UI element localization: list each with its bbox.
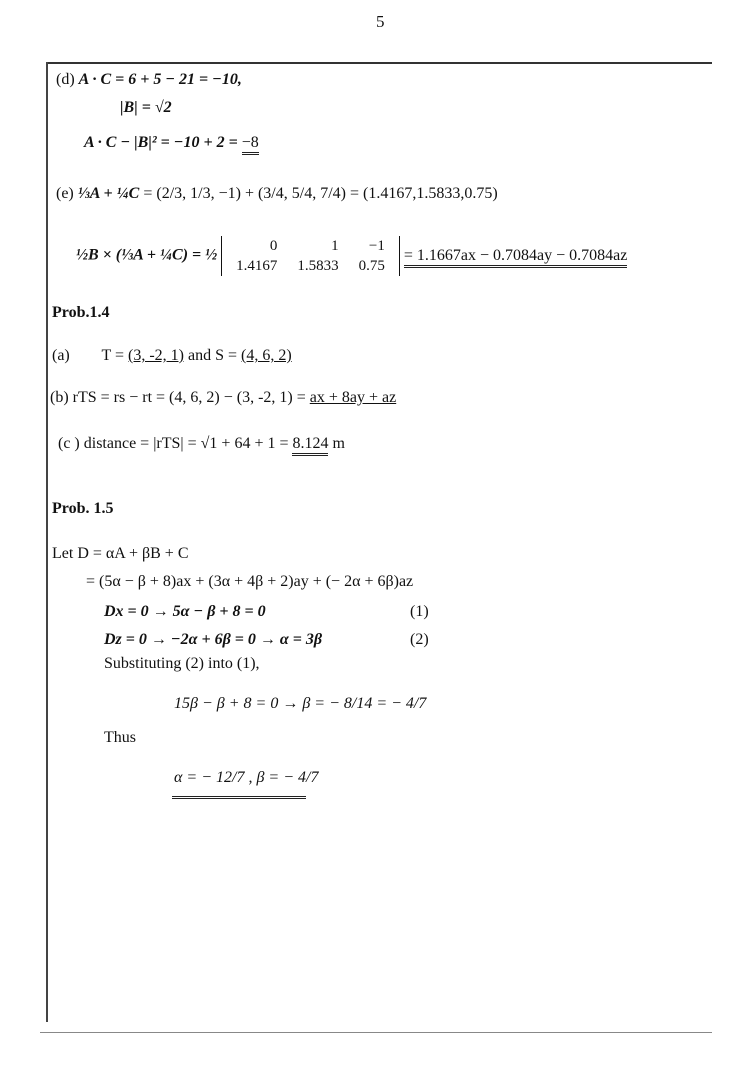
- prob-1-4-a: [52, 346, 292, 366]
- prob-1-4-c-text: (c ) distance = |rTS| = √1 + 64 + 1 =: [58, 435, 289, 452]
- part-d-line3: [84, 133, 259, 153]
- det-cell: 1.5833: [297, 258, 339, 274]
- prob-1-5-line2: [86, 572, 413, 592]
- prob-1-4-c: [58, 434, 345, 454]
- part-d-expr1: A · C = 6 + 5 − 21 = −10,: [78, 71, 242, 88]
- det-cell: 0: [269, 238, 278, 254]
- frame-top-border: [46, 62, 712, 64]
- prob-1-4-b-text: (b) rTS = rs − rt = (4, 6, 2) − (3, -2, 1) =: [50, 389, 306, 406]
- frame-left-border: [46, 62, 48, 1022]
- prob-1-5-line2-text: = (5α − β + 8)ax + (3α + 4β + 2)ay + (− 2α + 6β)az: [86, 573, 414, 590]
- prob-1-5-line4: [104, 630, 322, 650]
- part-d-expr3: A · C − |B|² = −10 + 2 =: [84, 134, 238, 151]
- prob-1-5-line4-text: Dz = 0 → −2α + 6β = 0 → α = 3β: [104, 631, 323, 648]
- prob-1-5-answer-underline: [172, 796, 306, 799]
- prob-1-5-line5: Substituting (2) into (1),: [104, 655, 260, 672]
- prob-1-4-a-T: (3, -2, 1): [128, 347, 184, 364]
- prob-1-5-line6: [174, 694, 426, 714]
- prob-1-5-line8: [174, 768, 318, 788]
- prob-1-4-c-result: 8.124: [292, 435, 328, 456]
- prob-1-4-heading: Prob.1.4: [52, 304, 110, 321]
- determinant: [221, 236, 400, 276]
- part-e-result1: = (1.4167,1.5833,0.75): [349, 185, 498, 202]
- det-cell: 1.4167: [236, 258, 278, 274]
- prob-1-5-line3: [104, 602, 266, 622]
- prob-1-4-a-S: (4, 6, 2): [241, 347, 292, 364]
- prob-1-4-b: [50, 388, 396, 408]
- part-e-lhs2: ½B × (⅓A + ¼C) = ½: [76, 246, 218, 264]
- part-e-line2: [76, 236, 627, 276]
- prob-1-4-a-pre: T =: [101, 347, 124, 364]
- det-cell: −1: [368, 238, 385, 254]
- prob-1-5-eq1-number: (1): [410, 603, 429, 620]
- prob-1-5-heading: Prob. 1.5: [52, 500, 114, 517]
- prob-1-4-a-and: and S =: [187, 347, 238, 364]
- det-cell: 1: [331, 238, 339, 254]
- prob-1-5-line6-text: 15β − β + 8 = 0 → β = − 8/14 = − 4/7: [174, 695, 427, 712]
- frame-bottom-border: [40, 1032, 712, 1033]
- prob-1-4-b-result: ax + 8ay + az: [309, 389, 397, 406]
- prob-1-4-a-label: (a): [52, 347, 70, 364]
- part-e-result2: = 1.1667ax − 0.7084ay − 0.7084az: [404, 247, 627, 268]
- prob-1-5-eq2-number: (2): [410, 631, 429, 648]
- prob-1-5-line7: Thus: [104, 729, 136, 746]
- part-e-label: (e): [56, 185, 74, 202]
- page-number: 5: [376, 12, 385, 31]
- part-d-expr2: |B| = √2: [120, 99, 172, 116]
- det-cell: 0.75: [358, 258, 385, 274]
- part-e-lhs: ⅓A + ¼C: [77, 185, 140, 202]
- prob-1-5-line8-text: α = − 12/7 , β = − 4/7: [174, 769, 319, 786]
- prob-1-4-c-unit: m: [332, 435, 345, 452]
- part-d-line1: [56, 70, 242, 90]
- part-d-line2: [120, 98, 172, 118]
- part-d-result: −8: [242, 134, 259, 155]
- part-d-label: (d): [56, 71, 75, 88]
- prob-1-5-line3-text: Dx = 0 → 5α − β + 8 = 0: [104, 603, 266, 620]
- prob-1-5-line1-text: Let D = αA + βB + C: [52, 545, 189, 562]
- part-e-mid: (2/3, 1/3, −1) + (3/4, 5/4, 7/4): [156, 185, 346, 202]
- prob-1-5-line1: [52, 544, 188, 564]
- part-e-line1: (e) ⅓A + ¼C = (2/3, 1/3, −1) + (3/4, 5/4, 7/4) = (1.4167,1.5833,0.75): [56, 185, 498, 202]
